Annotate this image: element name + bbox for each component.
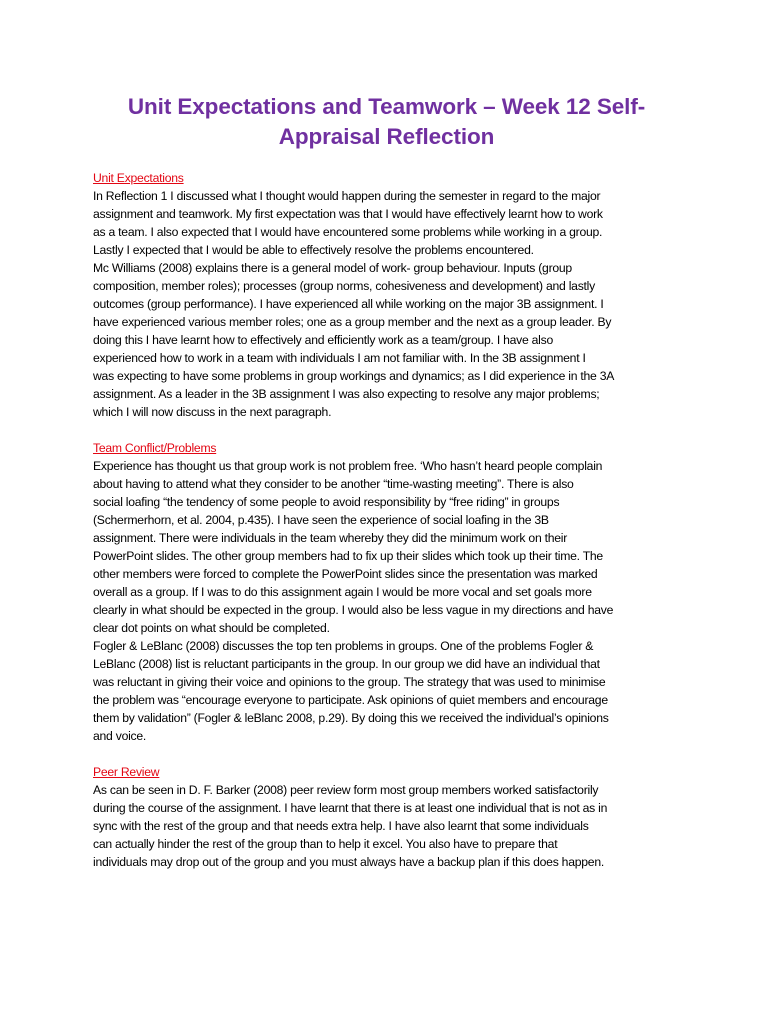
paragraph-line: them by validation” (Fogler & leBlanc 2008, p.29). By doing this we received the individual’s opinions (93, 711, 609, 725)
paragraph-line: about having to attend what they consider to be another “time-wasting meeting”. There is also (93, 477, 574, 491)
section-heading: Peer Review (93, 765, 160, 779)
paragraph-line: have experienced various member roles; one as a group member and the next as a group leader. By (93, 315, 612, 329)
document-title (93, 92, 680, 152)
paragraph-line: was reluctant in giving their voice and opinions to the group. The strategy that was used to minimise (93, 675, 606, 689)
paragraph-line: as a team. I also expected that I would have encountered some problems while working in a group. (93, 225, 603, 239)
paragraph-line: LeBlanc (2008) list is reluctant participants in the group. In our group we did have an individual that (93, 657, 600, 671)
paragraph-line: during the course of the assignment. I have learnt that there is at least one individual that is not as in (93, 801, 608, 815)
section-heading: Unit Expectations (93, 171, 184, 185)
paragraph-line: social loafing “the tendency of some people to avoid responsibility by “free riding” in groups (93, 495, 560, 509)
section-heading: Team Conflict/Problems (93, 441, 217, 455)
paragraph-line: doing this I have learnt how to effectively and efficiently work as a team/group. I have also (93, 333, 554, 347)
section-peer-review (93, 763, 680, 871)
paragraph-line: Lastly I expected that I would be able to effectively resolve the problems encountered. (93, 243, 534, 257)
paragraph-line: composition, member roles); processes (group norms, cohesiveness and development) and lastly (93, 279, 595, 293)
paragraph-line: overall as a group. If I was to do this assignment again I would be more vocal and set goals more (93, 585, 592, 599)
paragraph-line: outcomes (group performance). I have experienced all while working on the major 3B assignment. I (93, 297, 604, 311)
paragraph-line: experienced how to work in a team with individuals I am not familiar with. In the 3B assignment I (93, 351, 586, 365)
paragraph-line: assignment. There were individuals in the team whereby they did the minimum work on their (93, 531, 568, 545)
paragraph-line: can actually hinder the rest of the group than to help it excel. You also have to prepare that (93, 837, 558, 851)
section-unit-expectations (93, 169, 680, 421)
paragraph-line: sync with the rest of the group and that needs extra help. I have also learnt that some individuals (93, 819, 589, 833)
title-line-1: Unit Expectations and Teamwork – Week 12 Self- (127, 94, 646, 119)
paragraph-line: Fogler & LeBlanc (2008) discusses the top ten problems in groups. One of the problems Fogler & (93, 639, 594, 653)
paragraph-line: individuals may drop out of the group and you must always have a backup plan if this does happen. (93, 855, 604, 869)
paragraph-line: (Schermerhorn, et al. 2004, p.435). I have seen the experience of social loafing in the 3B (93, 513, 549, 527)
paragraph-line: was expecting to have some problems in group workings and dynamics; as I did experience in the 3A (93, 369, 615, 383)
document-body (93, 169, 680, 871)
paragraph-line: assignment and teamwork. My first expectation was that I would have effectively learnt how to work (93, 207, 603, 221)
paragraph-line: In Reflection 1 I discussed what I thought would happen during the semester in regard to the major (93, 189, 601, 203)
paragraph-line: the problem was “encourage everyone to participate. Ask opinions of quiet members and encourage (93, 693, 608, 707)
paragraph-line: which I will now discuss in the next paragraph. (93, 405, 332, 419)
paragraph-line: and voice. (93, 729, 147, 743)
paragraph-line: clearly in what should be expected in the group. I would also be less vague in my directions and have (93, 603, 614, 617)
paragraph-line: As can be seen in D. F. Barker (2008) peer review form most group members worked satisfactorily (93, 783, 599, 797)
paragraph-line: Mc Williams (2008) explains there is a general model of work- group behaviour. Inputs (group (93, 261, 572, 275)
paragraph-line: other members were forced to complete the PowerPoint slides since the presentation was marked (93, 567, 598, 581)
paragraph-line: assignment. As a leader in the 3B assignment I was also expecting to resolve any major problems; (93, 387, 600, 401)
paragraph-line: clear dot points on what should be completed. (93, 621, 330, 635)
section-team-conflict-problems (93, 439, 680, 745)
paragraph-line: PowerPoint slides. The other group members had to fix up their slides which took up their time. The (93, 549, 603, 563)
title-line-2: Appraisal Reflection (278, 124, 495, 149)
paragraph-line: Experience has thought us that group work is not problem free. ‘Who hasn’t heard people complain (93, 459, 603, 473)
